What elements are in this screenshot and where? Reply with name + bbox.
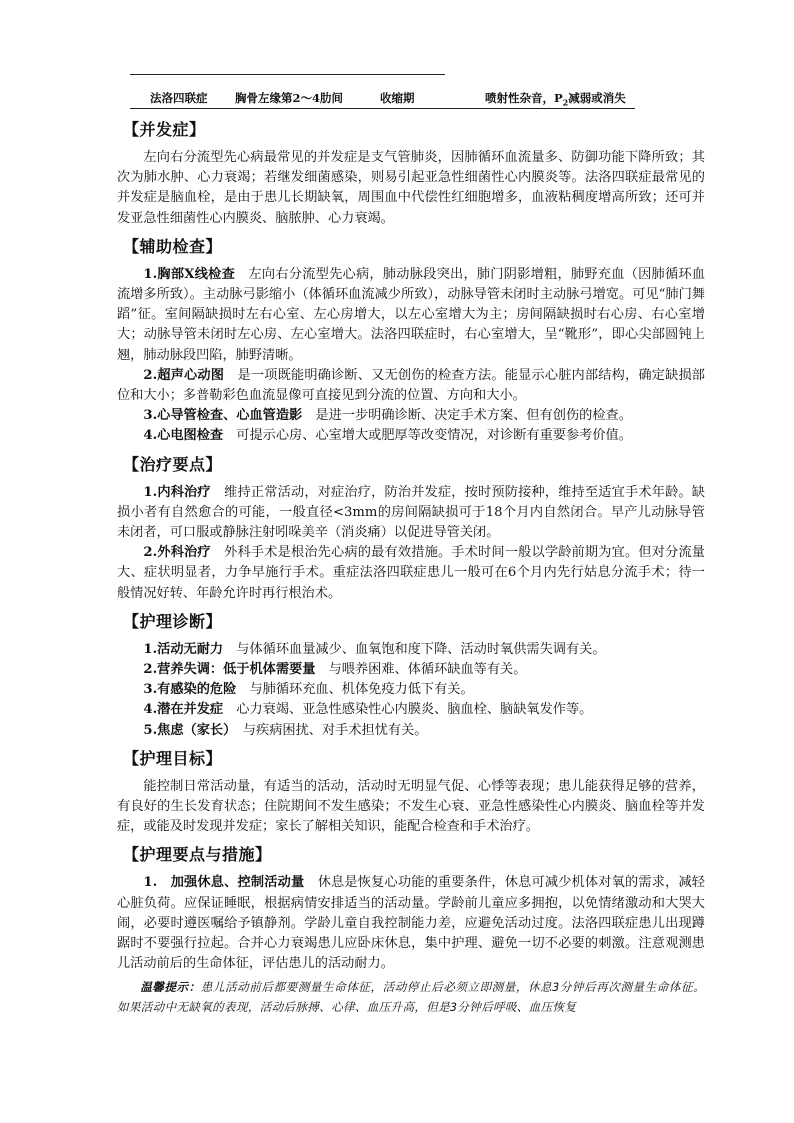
diagnosis-label-4: 4.潜在并发症 — [143, 702, 224, 718]
table-fragment-row — [130, 88, 635, 108]
treatment-item-2 — [117, 543, 705, 604]
measures-text-1: 休息是恢复心功能的重要条件，休息可减少机体对氧的需求，减轻心脏负荷。应保证睡眠，根据病情安排适当的活动量。学龄前儿童应多拥抱，以免情绪激动和大哭大闹，必要时遵医嘱给予镇静剂。学龄儿童自我控制能力差，应避免活动过度。法洛四联症患儿出现蹲踞时不要强行拉起。合并心力衰竭患儿应卧床休息，集中护理、避免一切不必要的刺激。注意观测患儿活动前后的生命体征，评估患儿的活动耐力。 — [117, 875, 705, 972]
exam-text-4: 可提示心房、心室增大或肥厚等改变情况，对诊断有重要参考价值。 — [236, 428, 632, 444]
murmur-text-b: 减弱或消失 — [568, 91, 626, 105]
table-cell-phase: 收缩期 — [380, 91, 415, 105]
table-cell-location: 胸骨左缘第2～4肋间 — [235, 91, 344, 105]
tip-text: 患儿活动前后都要测量生命体征，活动停止后必须立即测量，休息3分钟后再次测量生命体征。如果活动中无缺氧的表现，活动后脉搏、心律、血压升高，但是3分钟后呼吸、血压恢复 — [117, 979, 705, 1014]
measures-item-1 — [117, 873, 705, 974]
table-cell-disease: 法洛四联症 — [150, 91, 208, 105]
diagnosis-label-1: 1.活动无耐力 — [143, 641, 224, 657]
diagnosis-label-5: 5.焦虑（家长） — [143, 722, 230, 738]
exam-text-3: 是进一步明确诊断、决定手术方案、但有创伤的检查。 — [315, 408, 632, 424]
diagnosis-item-3 — [117, 680, 705, 700]
table-cell-murmur — [485, 90, 626, 107]
heading-goals: 【护理目标】 — [123, 748, 223, 768]
exam-item-2 — [117, 366, 705, 406]
diagnosis-text-4: 心力衰竭、亚急性感染性心内膜炎、脑血栓、脑缺氧发作等。 — [236, 702, 593, 718]
tip-label: 温馨提示： — [140, 979, 201, 994]
diagnosis-item-2 — [117, 660, 705, 680]
goals-text: 能控制日常活动量，有适当的活动，活动时无明显气促、心悸等表现；患儿能获得足够的营养，有良好的生长发育状态；住院期间不发生感染；不发生心衰、亚急性感染性心内膜炎、脑血栓等并发症，或能及时发现并发症；家长了解相关知识，能配合检查和手术治疗。 — [117, 778, 705, 835]
document-body — [117, 114, 705, 1017]
diagnosis-text-5: 与疾病困扰、对手术担忧有关。 — [242, 722, 428, 738]
measures-label-1: 1. 加强休息、控制活动量 — [143, 875, 305, 891]
heading-diagnosis: 【护理诊断】 — [123, 611, 223, 631]
exam-item-1 — [117, 265, 705, 366]
top-rule — [130, 74, 445, 75]
exam-label-1: 1.胸部X线检查 — [143, 266, 236, 282]
treatment-text-1: 维持正常活动，对症治疗，防治并发症，按时预防接种，维持至适宜手术年龄。缺损小者有自然愈合的可能，一般直径<3mm的房间隔缺损可于18个月内自然闭合。早产儿动脉导管未闭者，可口服或静脉注射吲哚美辛（消炎痛）以促进导管关闭。 — [117, 484, 705, 541]
murmur-subscript: 2 — [562, 97, 569, 108]
diagnosis-item-1 — [117, 640, 705, 660]
treatment-text-2: 外科手术是根治先心病的最有效措施。手术时间一般以学龄前期为宜。但对分流量大、症状明显者，力争早施行手术。重症法洛四联症患儿一般可在6个月内先行姑息分流手术；待一般情况好转、年龄允许时再行根治术。 — [117, 545, 705, 601]
exam-text-1: 左向右分流型先心病，肺动脉段突出，肺门阴影增粗，肺野充血（因肺循环血流增多所致）。主动脉弓影缩小（体循环血流减少所致），动脉导管未闭时主动脉弓增宽。可见“肺门舞蹈”征。室间隔缺损时左右心室、左心房增大，以左心室增大为主；房间隔缺损时右心房、右心室增大；动脉导管未闭时左心房、左心室增大。法洛四联症时，右心室增大，呈“靴形”，即心尖部圆钝上翘，肺动脉段凹陷，肺野清晰。 — [117, 266, 706, 363]
diagnosis-label-3: 3.有感染的危险 — [143, 682, 237, 698]
exam-label-4: 4.心电图检查 — [143, 428, 224, 444]
heading-complications: 【并发症】 — [123, 120, 206, 139]
heading-treatment: 【治疗要点】 — [123, 454, 223, 474]
treatment-label-1: 1.内科治疗 — [143, 484, 211, 500]
exam-item-4 — [117, 426, 705, 446]
diagnosis-text-1: 与体循环血量减少、血氧饱和度下降、活动时氧供需失调有关。 — [236, 641, 606, 657]
murmur-text-a: 喷射性杂音，P — [485, 91, 563, 105]
complications-text: 左向右分流型先心病最常见的并发症是支气管肺炎，因肺循环血流量多、防御功能下降所致；其次为肺水肿、心力衰竭；若继发细菌感染，则易引起亚急性细菌性心内膜炎等。法洛四联症最常见的并发症是脑血栓，是由于患儿长期缺氧，周围血中代偿性红细胞增多，血液粘稠度增高所致；还可并发亚急性细菌性心内膜炎、脑脓肿、心力衰竭。 — [117, 150, 705, 226]
exam-label-3: 3.心导管检查、心血管造影 — [143, 408, 303, 424]
exam-text-2: 是一项既能明确诊断、又无创伤的检查方法。能显示心脏内部结构，确定缺损部位和大小；多普勒彩色血流显像可直接见到分流的位置、方向和大小。 — [117, 367, 705, 404]
diagnosis-item-5 — [117, 721, 705, 741]
diagnosis-label-2: 2.营养失调：低于机体需要量 — [143, 662, 316, 678]
diagnosis-text-2: 与喂养困难、体循环缺血等有关。 — [328, 662, 527, 678]
treatment-item-1 — [117, 483, 705, 544]
exam-item-3 — [117, 406, 705, 426]
treatment-label-2: 2.外科治疗 — [143, 545, 211, 561]
tip-box — [117, 977, 705, 1017]
diagnosis-text-3: 与肺循环充血、机体免疫力低下有关。 — [249, 682, 474, 698]
heading-exams: 【辅助检查】 — [123, 236, 223, 256]
heading-measures: 【护理要点与措施】 — [123, 845, 272, 865]
table-bottom-rule — [130, 108, 635, 109]
diagnosis-item-4 — [117, 700, 705, 720]
exam-label-2: 2.超声心动图 — [143, 367, 225, 383]
